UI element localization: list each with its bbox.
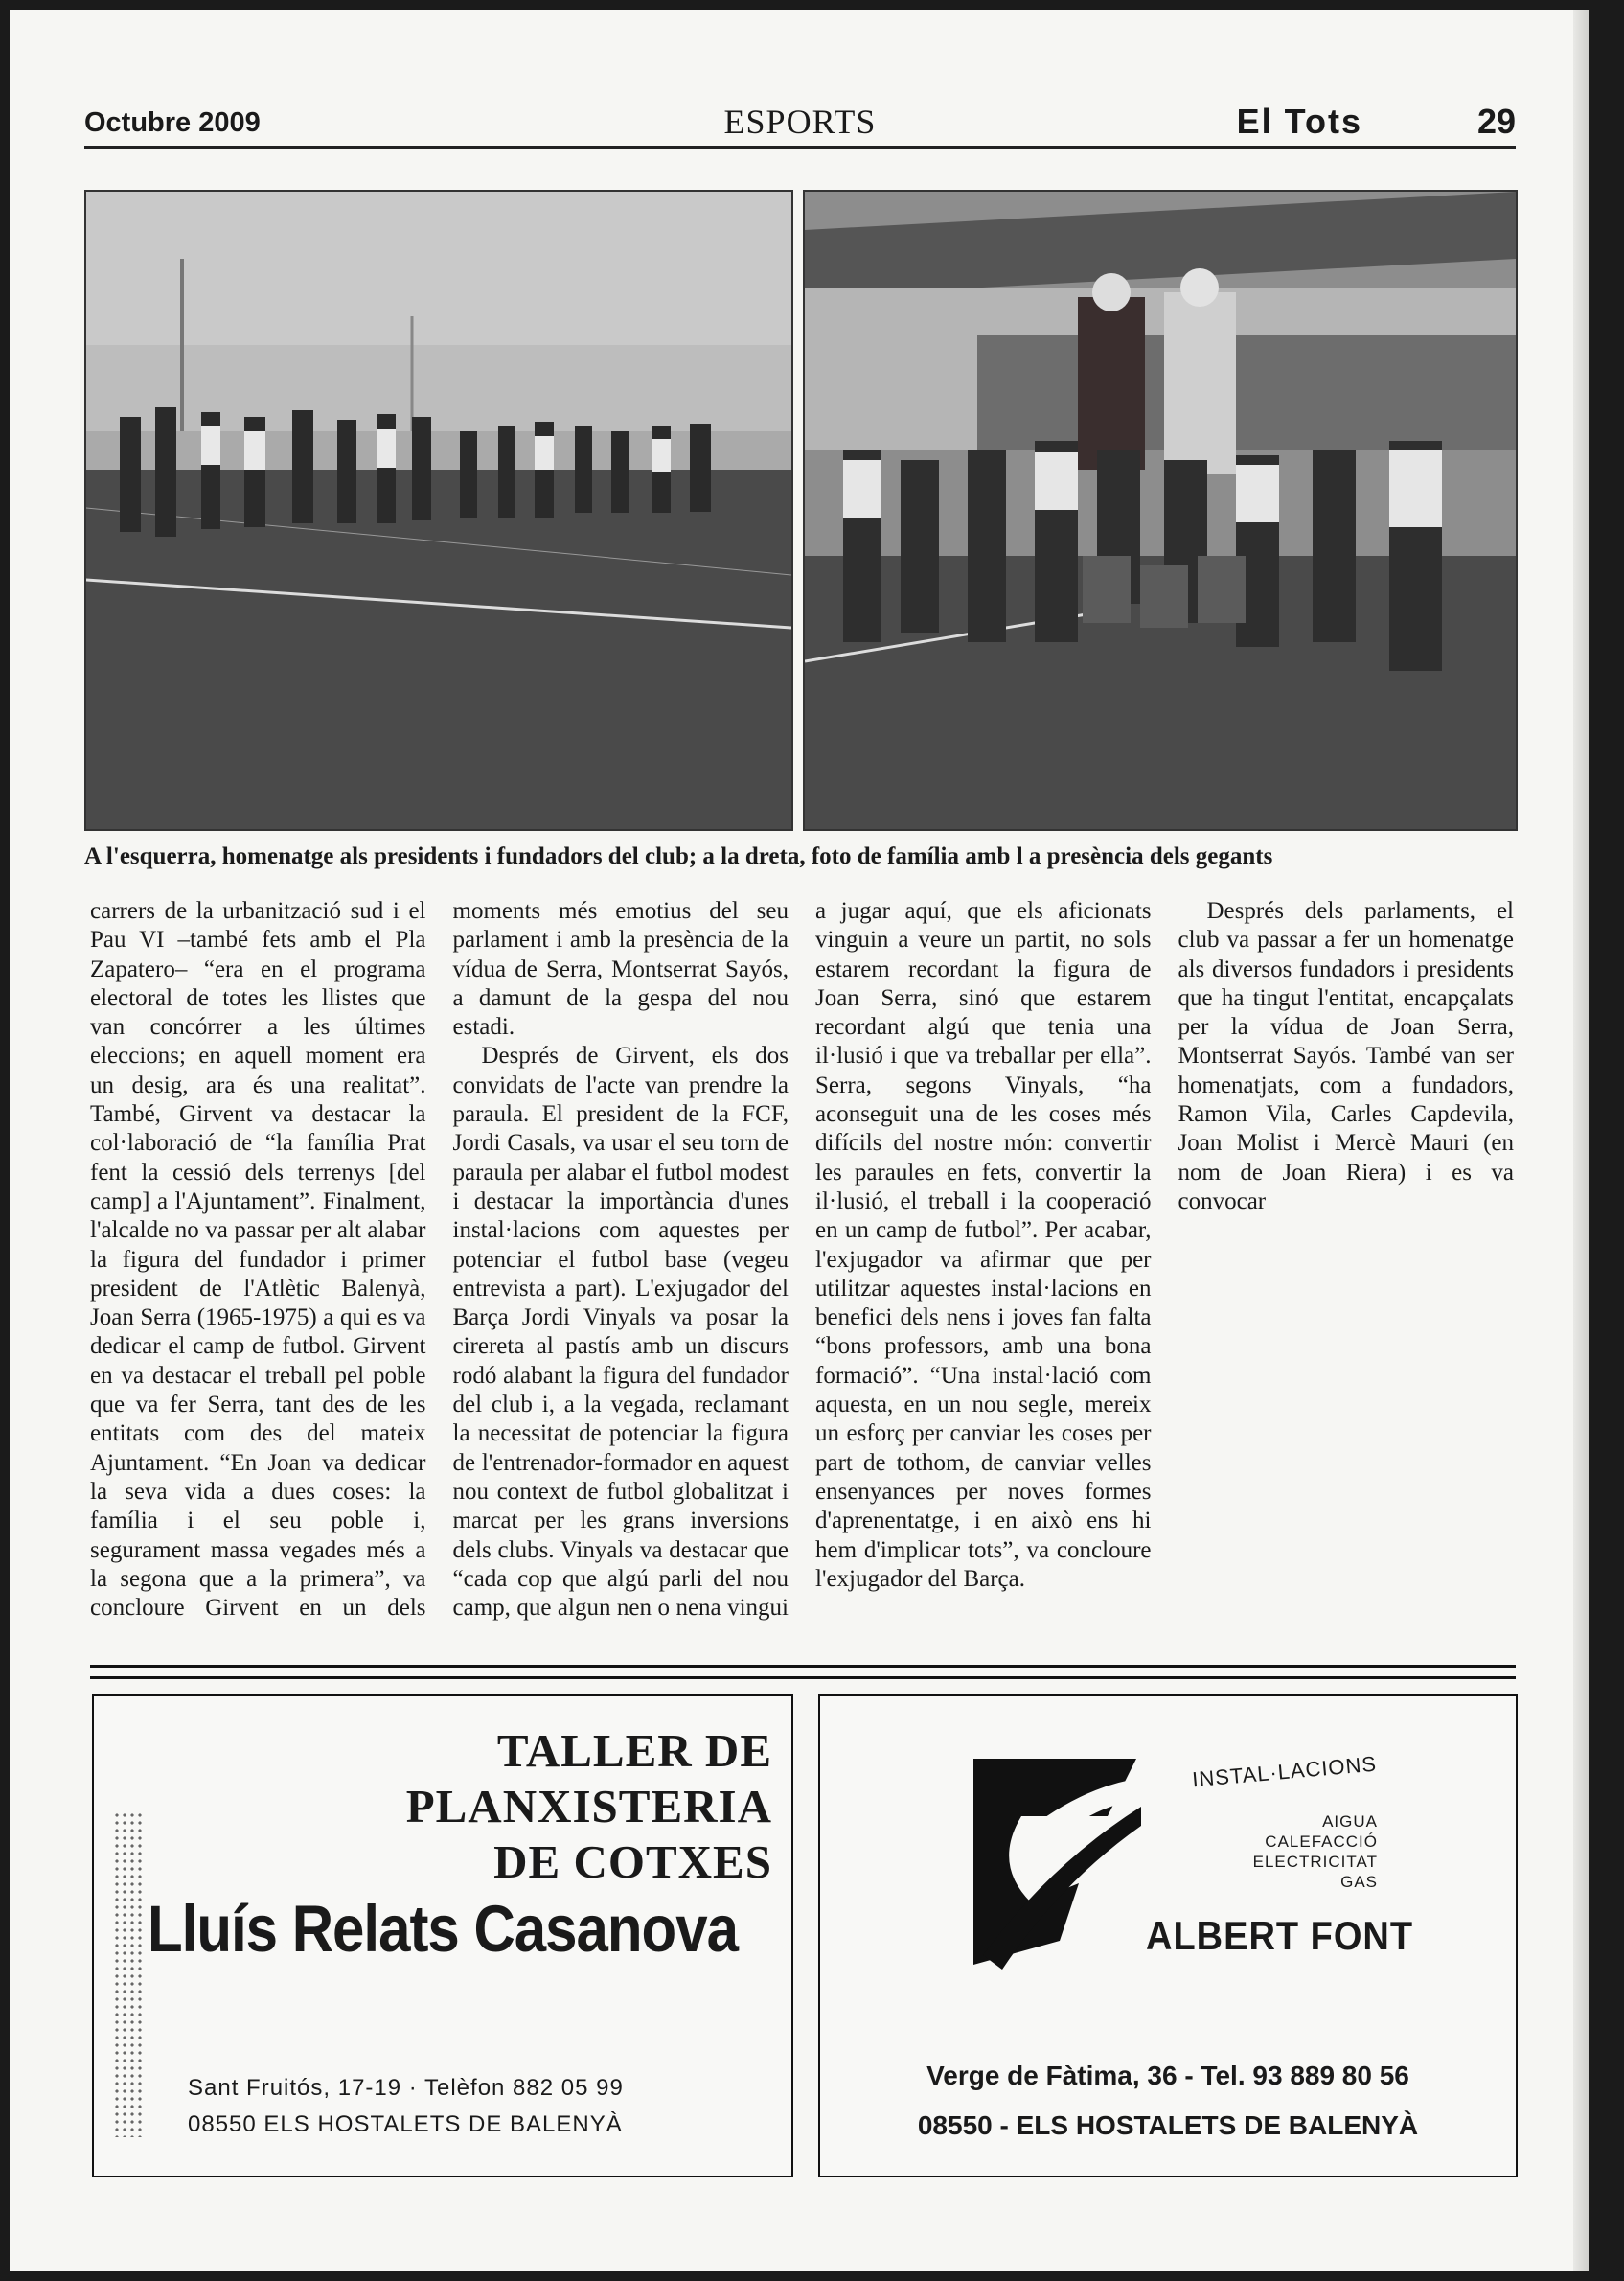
photo-homage-image: [86, 192, 791, 829]
section-title: ESPORTS: [723, 103, 877, 141]
ad-title: [121, 1723, 772, 1890]
photo-family-giants-image: [805, 192, 1516, 829]
photo-caption: A l'esquerra, homenatge als presidents i fundadors del club; a la dreta, foto de família amb l a presència dels gegants: [84, 843, 1273, 869]
ad-planxisteria: [92, 1694, 793, 2177]
magazine-page: [10, 10, 1589, 2271]
ad-title-line-1: TALLER DE PLANXISTERIA: [405, 1724, 772, 1832]
ad-business-name: ALBERT FONT: [1146, 1914, 1414, 1960]
article-paragraph: carrers de la urbanització sud i el Pau VI –també fets amb el Pla Zapatero– “era en el programa electoral de totes les llistes que van concórrer a les últimes eleccions; en aquell moment era un desig, ara és una realitat”. També, Girvent va destacar la col·laboració de “la família Prat fent la cessió dels terrenys [del camp] a l'Ajuntament”. Finalment, l'alcalde no va passar per alt alabar la figura del fundador i primer president de l'Atlètic Balenyà, Joan Serra (1965-1975) a qui es va dedicar el camp de futbol. Girvent en va destacar el treball pel poble que va fer Serra, tant des de les entitats com des del mateix Ajuntament. “En Joan va dedicar la seva vida a dues coses: la família i el seu poble i, segurament massa vegades més a la segona que a la primera”, va concloure Girvent en un dels moments més emotius del seu parlament i amb la presència de la vídua de Serra, Montserrat Sayós, a damunt de la gespa del nou estadi.: [90, 898, 789, 1622]
page-header: [84, 96, 1516, 149]
ad-title-line-2: DE COTXES: [493, 1835, 772, 1888]
ad-services: [1215, 1811, 1378, 1892]
article-body: [90, 897, 1514, 1633]
page-edge: [1573, 10, 1589, 2271]
ad-albert-font: [818, 1694, 1518, 2177]
ad-service-item: GAS: [1340, 1873, 1378, 1891]
page-number: 29: [1476, 102, 1516, 141]
ad-contact: [820, 2051, 1516, 2151]
ad-city: 08550 - ELS HOSTALETS DE BALENYÀ: [917, 2110, 1419, 2140]
albert-font-logo-icon: [964, 1749, 1146, 1970]
ad-address: Verge de Fàtima, 36 - Tel. 93 889 80 56: [926, 2061, 1409, 2090]
ad-tagline: INSTAL·LACIONS: [1191, 1751, 1378, 1792]
article-paragraph: Després dels parlaments, el club va passar a fer un homenatge als diversos fundadors i presidents que ha tingut l'entitat, encapçalats per la vídua de Joan Serra, Montserrat Sayós. També van ser homenatjats, com a fundadors, Ramon Vila, Carles Capdevila, Joan Molist i Mercè Mauri (en nom de Joan Riera) i es va convocar: [1178, 898, 1514, 1214]
issue-date: Octubre 2009: [84, 107, 261, 138]
photo-family-giants: [803, 190, 1518, 831]
ad-service-item: CALEFACCIÓ: [1265, 1832, 1378, 1851]
ad-service-item: ELECTRICITAT: [1252, 1853, 1378, 1871]
magazine-name: El Tots: [1236, 102, 1362, 141]
ad-contact: [188, 2070, 624, 2143]
ad-address: Sant Fruitós, 17-19 · Telèfon 882 05 99: [188, 2075, 624, 2101]
article-paragraph: Després de Girvent, els dos convidats de l'acte van prendre la paraula. El president de la FCF, Jordi Casals, va usar el seu torn de paraula per alabar el futbol modest i destacar la importància d'unes instal·lacions com aquestes per potenciar el futbol base (vegeu entrevista a part). L'exjugador del Barça Jordi Vinyals va posar la cirereta al pastís amb un discurs rodó alabant la figura del fundador del club i, a la vegada, reclamant la necessitat de potenciar la figura de l'entrenador-formador en aquest nou context de futbol globalitzat i marcat per les grans inversions dels clubs. Vinyals va destacar que “cada cop que algú parli del nou camp, que algun nen o nena vingui a jugar aquí, que els aficionats vinguin a veure un partit, no sols estarem recordant la figura de Joan Serra, sinó que estarem recordant algú que tenia una il·lusió i que va treballar per ella”. Serra, segons Vinyals, “ha aconseguit una de les coses més difícils del nostre món: convertir les paraules en fets, convertir la il·lusió, el treball i la cooperació en un camp de futbol”. Per acabar, l'exjugador va afirmar que per utilitzar aquestes instal·lacions en benefici dels nens i joves fan falta “bons professors, amb una bona formació”. “Una instal·lació com aquesta, en un nou segle, mereix un esforç per canviar les coses per part de tothom, de canviar velles ensenyances per noves formes d'aprenentatge, i en això ens hi hem d'implicar tots”, va concloure l'exjugador del Barça.: [452, 898, 1152, 1622]
section-divider: [90, 1665, 1516, 1679]
ad-city: 08550 ELS HOSTALETS DE BALENYÀ: [188, 2111, 623, 2137]
photo-homage: [84, 190, 793, 831]
ad-business-name: Lluís Relats Casanova: [148, 1891, 738, 1967]
ad-service-item: AIGUA: [1322, 1812, 1378, 1831]
